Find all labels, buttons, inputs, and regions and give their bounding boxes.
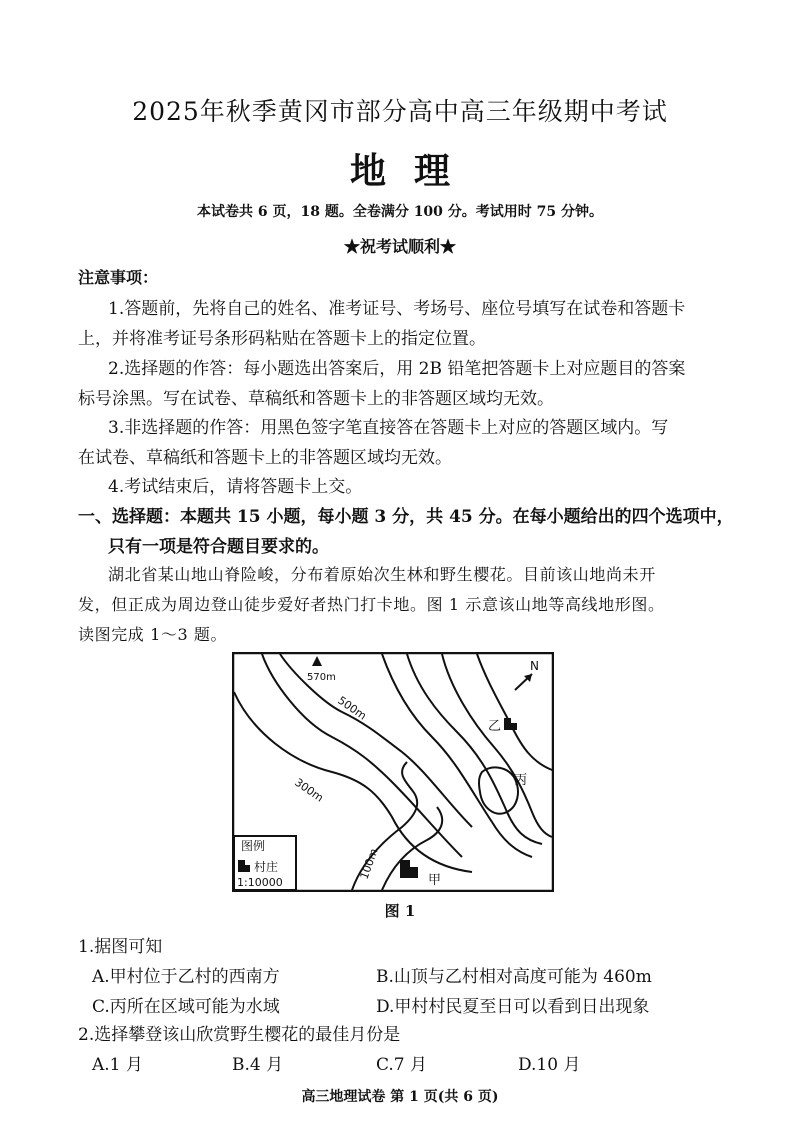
section-heading-line-1: 一、选择题：本题共 15 小题，每小题 3 分，共 45 分。在每小题给出的四个选项中， bbox=[78, 507, 734, 527]
notice-item-1-line-2: 上，并将准考证号条形码粘贴在答题卡上的指定位置。 bbox=[78, 329, 486, 349]
section-heading-line-2: 只有一项是符合题目要求的。 bbox=[108, 537, 329, 557]
question-2-option-b: B.4 月 bbox=[232, 1055, 284, 1075]
village-jia-label: 甲 bbox=[428, 873, 442, 888]
question-1-option-c: C.丙所在区域可能为水域 bbox=[92, 997, 280, 1017]
village-yi-icon-part bbox=[511, 723, 517, 730]
question-1-option-d: D.甲村村民夏至日可以看到日出现象 bbox=[376, 997, 650, 1017]
peak-elevation-label: 570m bbox=[307, 672, 336, 683]
exam-title: 2025年秋季黄冈市部分高中高三年级期中考试 bbox=[132, 97, 668, 126]
subject-title: 地理 bbox=[349, 150, 478, 192]
exam-info: 本试卷共 6 页，18 题。全卷满分 100 分。考试用时 75 分钟。 bbox=[196, 204, 604, 220]
village-jia-icon-part bbox=[410, 867, 418, 878]
contour-map bbox=[232, 652, 554, 892]
notice-item-3-line-2: 在试卷、草稿纸和答题卡上的非答题区域均无效。 bbox=[78, 448, 452, 468]
notice-item-3-line-1: 3.非选择题的作答：用黑色签字笔直接答在答题卡上对应的答题区域内。写 bbox=[108, 418, 669, 438]
notice-item-2-line-1: 2.选择题的作答：每小题选出答案后，用 2B 铅笔把答题卡上对应题目的答案 bbox=[108, 359, 686, 379]
north-label: N bbox=[530, 659, 539, 673]
notice-heading: 注意事项： bbox=[78, 268, 159, 287]
bing-label: 丙 bbox=[514, 773, 528, 788]
notice-item-4: 4.考试结束后，请将答题卡上交。 bbox=[108, 477, 363, 497]
question-2-option-c: C.7 月 bbox=[376, 1055, 428, 1075]
contour-label-300: 300m bbox=[292, 775, 326, 805]
notice-item-2-line-2: 标号涂黑。写在试卷、草稿纸和答题卡上的非答题区域均无效。 bbox=[78, 389, 554, 409]
question-2-option-a: A.1 月 bbox=[92, 1055, 143, 1075]
passage-line-3: 读图完成 1～3 题。 bbox=[78, 625, 228, 644]
legend-village-icon bbox=[238, 860, 245, 872]
passage-line-2: 发，但正成为周边登山徒步爱好者热门打卡地。图 1 示意该山地等高线地形图。 bbox=[78, 595, 665, 614]
passage-line-1: 湖北省某山地山脊险峻，分布着原始次生林和野生樱花。目前该山地尚未开 bbox=[108, 565, 656, 584]
legend-village-label: 村庄 bbox=[254, 860, 279, 874]
village-yi-label: 乙 bbox=[488, 719, 502, 734]
question-2-stem: 2.选择攀登该山欣赏野生樱花的最佳月份是 bbox=[78, 1025, 401, 1045]
figure-caption: 图 1 bbox=[384, 902, 416, 920]
map-scale: 1:10000 bbox=[237, 876, 283, 889]
legend-village-icon-part bbox=[245, 865, 250, 872]
question-1-option-b: B.山顶与乙村相对高度可能为 460m bbox=[376, 967, 652, 987]
contour-label-100: 100m bbox=[357, 846, 381, 882]
village-yi-icon bbox=[504, 718, 511, 730]
village-jia-icon bbox=[400, 860, 410, 878]
contour-label-500: 500m bbox=[335, 693, 369, 723]
page-footer: 高三地理试卷 第 1 页(共 6 页) bbox=[301, 1089, 499, 1105]
legend-title: 图例 bbox=[241, 839, 266, 853]
question-2-option-d: D.10 月 bbox=[518, 1055, 581, 1075]
question-1-stem: 1.据图可知 bbox=[78, 937, 163, 957]
good-luck-banner: ★祝考试顺利★ bbox=[343, 237, 456, 256]
question-1-option-a: A.甲村位于乙村的西南方 bbox=[92, 967, 280, 987]
notice-item-1-line-1: 1.答题前，先将自己的姓名、准考证号、考场号、座位号填写在试卷和答题卡 bbox=[108, 299, 686, 319]
